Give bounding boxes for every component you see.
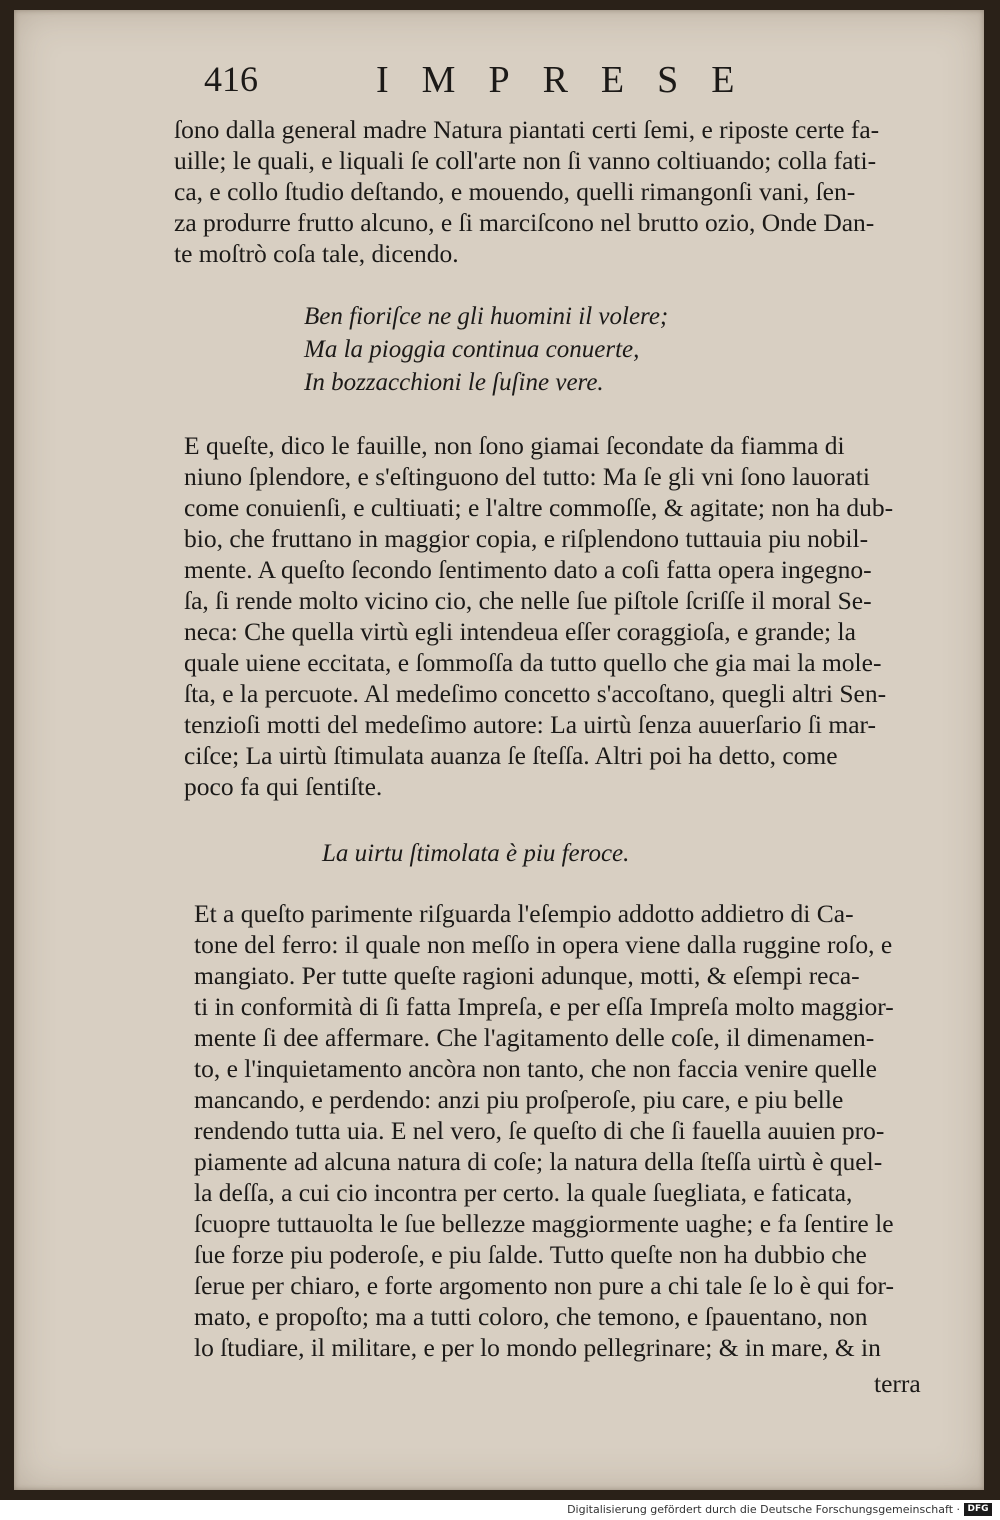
text-line: ſerue per chiaro, e forte argomento non pure a chi tale ſe lo è qui for- [194, 1271, 894, 1300]
dfg-logo: DFG [964, 1503, 992, 1516]
text-line: mangiato. Per tutte queſte ragioni adunque, motti, & eſempi reca- [194, 961, 860, 990]
text-line: lo ſtudiare, il militare, e per lo mondo pellegrinare; & in mare, & in [194, 1333, 881, 1362]
text-line: ti in conformità di ſi fatta Impreſa, e per eſſa Impreſa molto maggior- [194, 992, 894, 1021]
verse-quotation [304, 300, 668, 399]
text-line: tenzioſi motti del medeſimo autore: La uirtù ſenza auuerſario ſi mar- [184, 710, 876, 739]
funding-credit: Digitalisierung gefördert durch die Deutsche Forschungsgemeinschaft · [567, 1503, 960, 1516]
page-number: 416 [204, 59, 258, 99]
text-line: mato, e propoſto; ma a tutti coloro, che temono, e ſpauentano, non [194, 1302, 868, 1331]
text-line: la deſſa, a cui cio incontra per certo. la quale ſuegliata, e faticata, [194, 1178, 853, 1207]
text-line: ſta, e la percuote. Al medeſimo concetto s'accoſtano, quegli altri Sen- [184, 679, 887, 708]
text-line: te moſtrò coſa tale, dicendo. [174, 239, 459, 268]
text-line: ca, e collo ſtudio deſtando, e mouendo, quelli rimangonſi vani, ſen- [174, 177, 856, 206]
text-line: neca: Che quella virtù egli intendeua eſſer coraggioſa, e grande; la [184, 617, 856, 646]
verse-line: Ben fioriſce ne gli huomini il volere; [304, 303, 669, 330]
book-page [14, 10, 984, 1490]
text-line: quale uiene eccitata, e ſommoſſa da tutto quello che gia mai la mole- [184, 648, 882, 677]
text-line: ciſce; La uirtù ſtimulata auanza ſe ſteſſa. Altri poi ha detto, come [184, 741, 838, 770]
paragraph-2 [184, 430, 893, 802]
running-head: IMPRESE [376, 59, 768, 101]
text-line: ſono dalla general madre Natura piantati certi ſemi, e riposte certe fa- [174, 115, 880, 144]
text-line: ſue forze piu poderoſe, e piu ſalde. Tutto queſte non ha dubbio che [194, 1240, 867, 1269]
verse-line: Ma la pioggia continua conuerte, [304, 336, 640, 363]
text-line: to, e l'inquietamento ancòra non tanto, che non faccia venire quelle [194, 1054, 877, 1083]
text-line: come conuienſi, e cultiuati; e l'altre commoſſe, & agitate; non ha dub- [184, 493, 894, 522]
text-line: E queſte, dico le fauille, non ſono giamai ſecondate da fiamma di [184, 431, 845, 460]
text-line: poco fa qui ſentiſte. [184, 772, 383, 801]
footer-bar [0, 1500, 1000, 1520]
text-line: za produrre frutto alcuno, e ſi marciſcono nel brutto ozio, Onde Dan- [174, 208, 875, 237]
text-line: piamente ad alcuna natura di coſe; la natura della ſteſſa uirtù è quel- [194, 1147, 883, 1176]
text-line: tone del ferro: il quale non meſſo in opera viene dalla ruggine roſo, e [194, 930, 893, 959]
text-line: niuno ſplendore, e s'eſtinguono del tutto: Ma ſe gli vni ſono lauorati [184, 462, 870, 491]
verse-line: In bozzacchioni le ſuſine vere. [304, 369, 604, 396]
paragraph-1 [174, 114, 879, 269]
text-line: bio, che fruttano in maggior copia, e riſplendono tuttauia piu nobil- [184, 524, 869, 553]
italic-quotation: La uirtu ſtimolata è piu feroce. [322, 840, 630, 867]
text-line: mancando, e perdendo: anzi piu proſperoſe, piu care, e piu belle [194, 1085, 844, 1114]
catchword: terra [874, 1369, 921, 1398]
paragraph-3 [194, 898, 894, 1363]
text-line: mente ſi dee affermare. Che l'agitamento delle coſe, il dimenamen- [194, 1023, 875, 1052]
text-line: rendendo tutta uia. E nel vero, ſe queſto di che ſi fauella auuien pro- [194, 1116, 885, 1145]
page-header [174, 58, 964, 120]
text-line: ſa, ſi rende molto vicino cio, che nelle ſue piſtole ſcriſſe il moral Se- [184, 586, 872, 615]
text-line: ſcuopre tuttauolta le ſue bellezze maggiormente uaghe; e fa ſentire le [194, 1209, 894, 1238]
text-block [174, 58, 964, 1398]
text-line: uille; le quali, e liquali ſe coll'arte non ſi vanno coltiuando; colla fati- [174, 146, 877, 175]
text-line: mente. A queſto ſecondo ſentimento dato a coſi fatta opera ingegno- [184, 555, 872, 584]
text-line: Et a queſto parimente riſguarda l'eſempio addotto addietro di Ca- [194, 899, 854, 928]
